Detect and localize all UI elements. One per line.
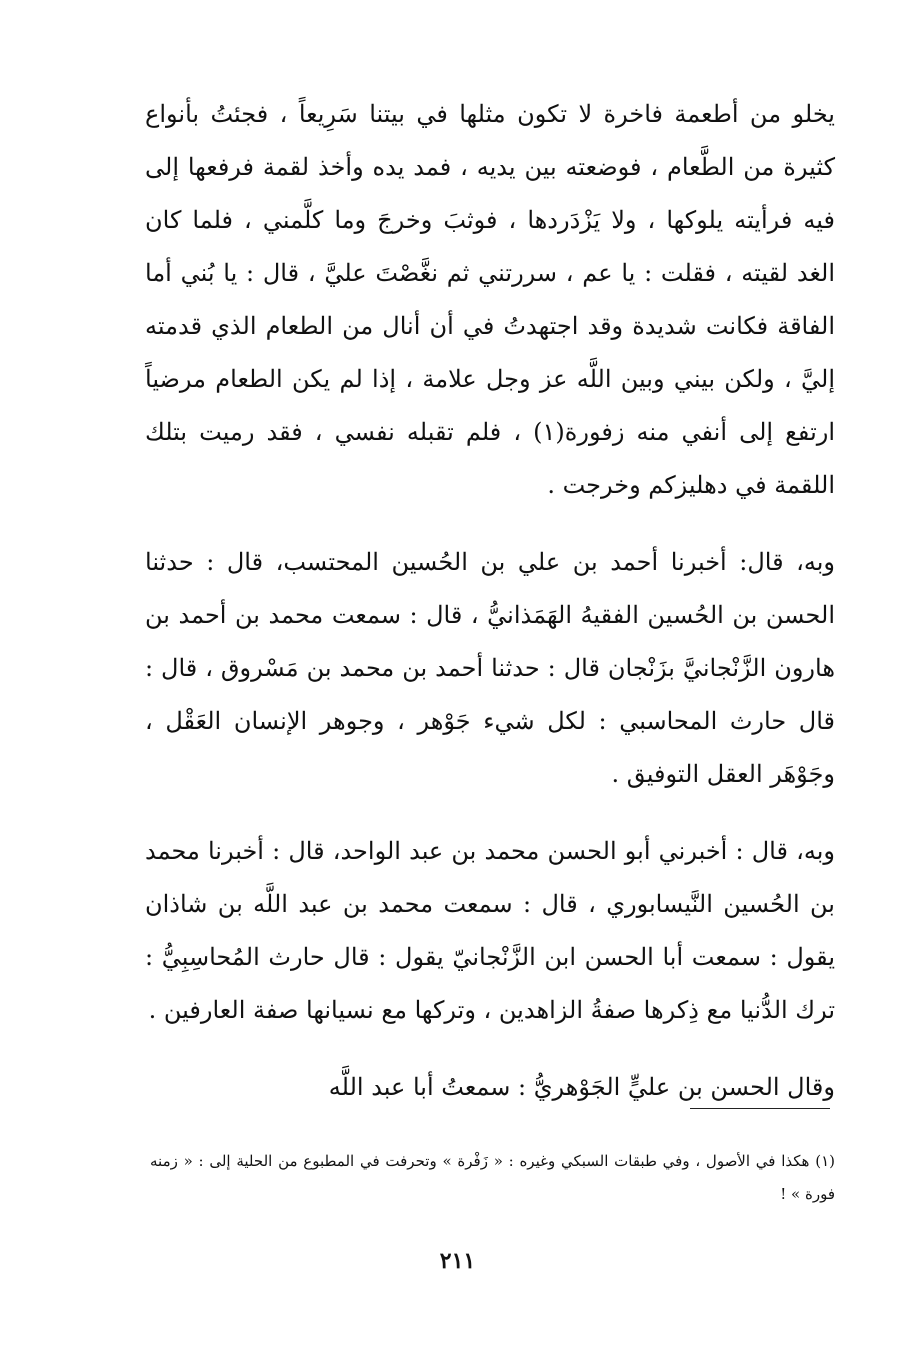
paragraph-4: وقال الحسن بن عليٍّ الجَوْهريُّ : سمعتُ أبا عبد اللَّه: [328, 1073, 835, 1101]
paragraph-2: وبه، قال: أخبرنا أحمد بن علي بن الحُسين المحتسب، قال : حدثنا الحسن بن الحُسين الفقيهُ الهَمَذانيُّ ، قال : سمعت محمد بن أحمد بن هارون الزَّنْجانيَّ بزَنْجان قال : حدثنا أحمد بن محمد بن مَسْروق ، قال : قال حارث المحاسبي : لكل شيء جَوْهر ، وجوهر الإنسان العَقْل ، وجَوْهَر العقل التوفيق .: [145, 548, 835, 788]
footnote-separator: [690, 1108, 830, 1109]
page-number: ٢١١: [439, 1248, 476, 1274]
paragraph-1: يخلو من أطعمة فاخرة لا تكون مثلها في بيتنا سَرِيعاً ، فجئتُ بأنواع كثيرة من الطَّعام ، فوضعته بين يديه ، فمد يده وأخذ لقمة فرفعها إلى فيه فرأيته يلوكها ، ولا يَزْدَردها ، فوثبَ وخرجَ وما كلَّمني ، فلما كان الغد لقيته ، فقلت : يا عم ، سررتني ثم نغَّصْتَ عليَّ ، قال : يا بُني أما الفاقة فكانت شديدة وقد اجتهدتُ في أن أنال من الطعام الذي قدمته إليَّ ، ولكن بيني وبين اللَّه عز وجل علامة ، إذا لم يكن الطعام مرضياً ارتفع إلى أنفي منه زفورة(١) ، فلم تقبله نفسي ، فقد رميت بتلك اللقمة في دهليزكم وخرجت .: [145, 100, 836, 499]
paragraph-3: وبه، قال : أخبرني أبو الحسن محمد بن عبد الواحد، قال : أخبرنا محمد بن الحُسين النَّيسابوري ، قال : سمعت محمد بن عبد اللَّه بن شاذان يقول : سمعت أبا الحسن ابن الزَّنْجانيّ يقول : قال حارث المُحاسِبِيُّ : ترك الدُّنيا مع ذِكرها صفةُ الزاهدين ، وتركها مع نسيانها صفة العارفين .: [145, 837, 835, 1024]
page-body: [145, 88, 835, 1114]
footnote: (١) هكذا في الأصول ، وفي طبقات السبكي وغيره : « زَفْرة » وتحرفت في المطبوع من الحلية إلى : « زمنه فورة » !: [150, 1152, 835, 1203]
